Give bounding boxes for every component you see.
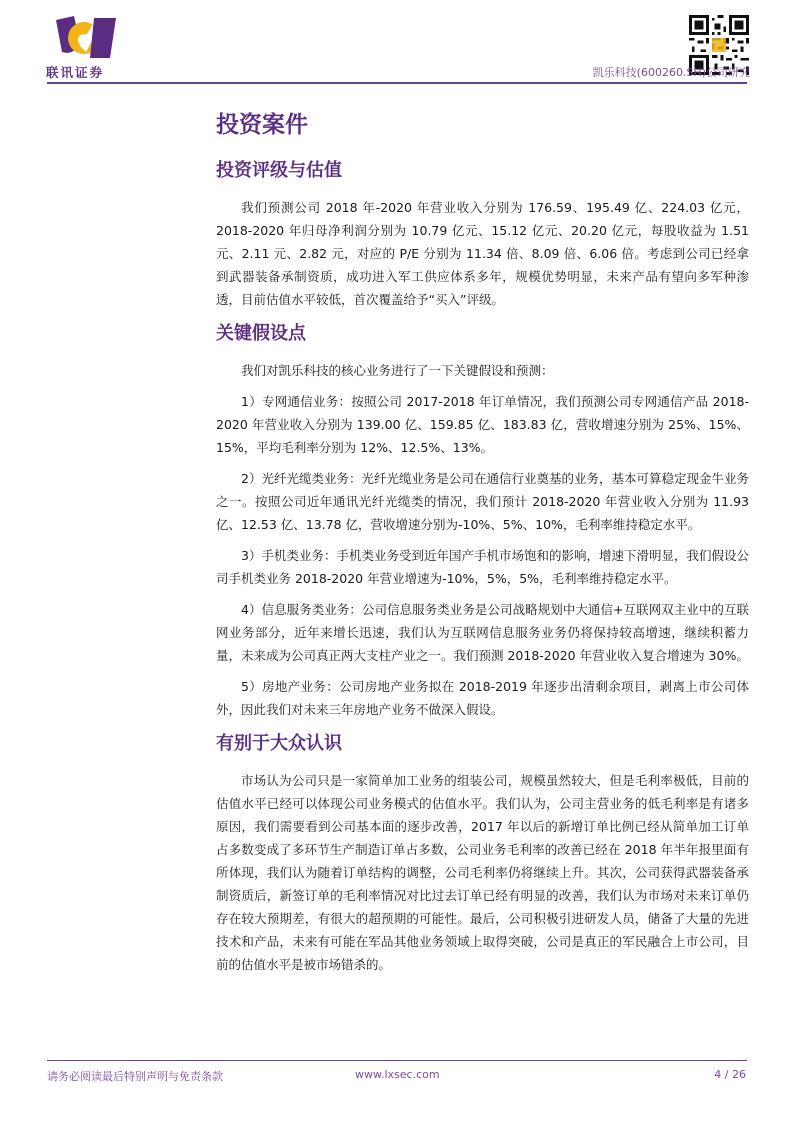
paragraph: 3）手机类业务：手机类业务受到近年国产手机市场饱和的影响，增速下滑明显，我们假设公司手机类业务 2018-2020 年营业增速为-10%，5%，5%，毛利率维持稳定水平。: [216, 548, 749, 586]
section-key-assumptions: [216, 319, 749, 721]
website-link[interactable]: www.lxsec.com: [355, 1068, 440, 1081]
page-number: 4 / 26: [714, 1068, 746, 1081]
section-contrarian-view: [216, 729, 749, 976]
footer-divider: [47, 1060, 747, 1061]
company-logo-icon: [50, 12, 120, 62]
main-content: [216, 108, 749, 984]
paragraph: 我们预测公司 2018 年-2020 年营业收入分别为 176.59、195.49 亿、224.03 亿元，2018-2020 年归母净利润分别为 10.79 亿元、15.12 亿元、20.20 亿元，每股收益为 1.51 元、2.11 元、2.82 元，对应的 P/E 分别为 11.34 倍、8.09 倍、6.06 倍。考虑到公司已经拿到武器装备承制资质，成功进入军工供应体系多年，规模优势明显，未来产品有望向多军种渗透，目前估值水平较低，首次覆盖给予“买入”评级。: [216, 200, 749, 307]
page-header: [0, 0, 793, 90]
paragraph: 我们对凯乐科技的核心业务进行了一下关键假设和预测：: [241, 363, 554, 378]
paragraph: 市场认为公司只是一家简单加工业务的组装公司，规模虽然较大，但是毛利率极低，目前的估值水平已经可以体现公司业务模式的估值水平。我们认为，公司主营业务的低毛利率是有诸多原因，我们需要看到公司基本面的逐步改善，2017 年以后的新增订单比例已经从简单加工订单占多数变成了多环节生产制造订单占多数，公司业务毛利率的改善已经在 2018 年半年报里面有所体现，我们认为随着订单结构的调整，公司毛利率仍将继续上升。其次，公司获得武器装备承制资质后，新签订单的毛利率情况对比过去订单已经有明显的改善，我们认为市场对未来订单仍存在较大预期差，有很大的超预期的可能性。最后，公司积极引进研发人员，储备了大量的先进技术和产品，未来有可能在军品其他业务领域上取得突破，公司是真正的军民融合上市公司，目前的估值水平是被市场错杀的。: [216, 773, 749, 972]
section-valuation: [216, 156, 749, 311]
logo-text: 联讯证券: [46, 65, 105, 80]
paragraph: 4）信息服务类业务：公司信息服务类业务是公司战略规划中大通信+互联网双主业中的互联网业务部分，近年来增长迅速，我们认为互联网信息服务业务仍将保持较高增速，继续积蓄力量，未来成为公司真正两大支柱产业之一。我们预测 2018-2020 年营业收入复合增速为 30%。: [216, 602, 749, 663]
section-heading: 投资评级与估值: [216, 160, 342, 181]
paragraph: 1）专网通信业务：按照公司 2017-2018 年订单情况，我们预测公司专网通信产品 2018-2020 年营业收入分别为 139.00 亿、159.85 亿、183.83 亿，营收增速分别为 25%、15%、15%，平均毛利率分别为 12%、12.5%、13%。: [216, 394, 749, 455]
paragraph: 5）房地产业务：公司房地产业务拟在 2018-2019 年逐步出清剩余项目，剥离上市公司体外，因此我们对未来三年房地产业务不做深入假设。: [216, 679, 749, 717]
section-heading: 关键假设点: [216, 323, 306, 344]
paragraph: 2）光纤光缆类业务：光纤光缆业务是公司在通信行业奠基的业务，基本可算稳定现金牛业务之一。按照公司近年通讯光纤光缆类的情况，我们预计 2018-2020 年营业收入分别为 11.93 亿、12.53 亿、13.78 亿，营收增速分别为-10%、5%、10%，毛利率维持稳定水平。: [216, 471, 749, 532]
page-title: 投资案件: [216, 112, 308, 138]
header-divider: [47, 82, 747, 84]
disclaimer-link[interactable]: 请务必阅读最后特别声明与免责条款: [47, 1070, 223, 1083]
report-title: 凯乐科技(600260.SH)公司研究: [592, 66, 750, 79]
section-heading: 有别于大众认识: [216, 733, 342, 754]
